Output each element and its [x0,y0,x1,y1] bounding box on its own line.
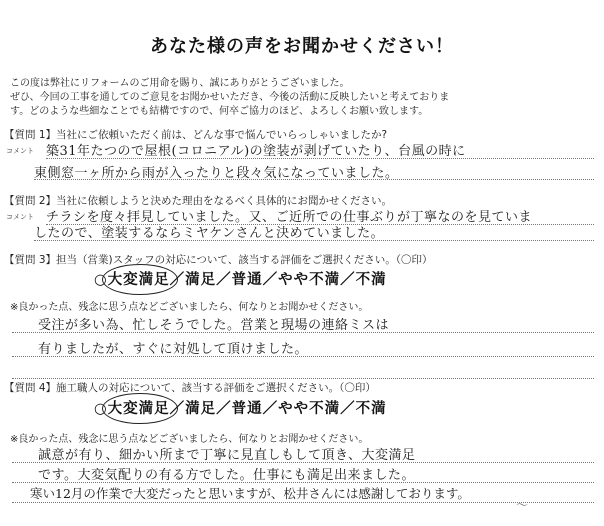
hint-4: ※良かった点、残念に思う点などございましたら、何なりとお聞かせください。 [10,434,369,445]
rating-4-option-2[interactable]: 満足 [185,401,217,417]
question-1: 【質問 1】当社にご依頼いただく前は、どんな事で悩んでいらっしゃいましたか? [4,129,388,141]
rating-4-prefix: ○ [94,401,108,417]
answer-2-line-2: したので、塗装するならミヤケンさんと決めていました。 [34,226,385,241]
intro-line-1: この度は弊社にリフォームのご用命を賜り、誠にありがとうございました。 [10,78,350,89]
answer-1-rule-1 [46,158,594,159]
answer-4-rule-1 [12,462,594,463]
rating-4-option-1[interactable]: 大変満足 [107,401,170,417]
rating-3-option-3[interactable]: 普通 [231,272,263,288]
answer-4-line-1: 誠意が有り、細かい所まで丁寧に見直しもして頂き、大変満足 [38,448,416,463]
rating-4-option-4[interactable]: やや不満 [278,401,341,417]
answer-2-line-1: チラシを度々拝見していました。又、ご近所での仕事ぶりが丁寧なのを見ていま [46,210,533,225]
page-title: あなた様の声をお聞かせください！ [150,36,454,57]
comment-label-2: コメント [6,213,34,221]
question-3: 【質問 3】担当（営業)スタッフの対応について、該当する評価をご選択ください。（〇印） [4,254,433,266]
question-2: 【質問 2】当社に依頼しようと決めた理由をなるべく具体的にお聞かせください。 [4,195,393,207]
answer-2-rule-2 [34,240,594,241]
answer-3-rule-3 [12,378,594,379]
answer-4-line-2: です。大変気配りの有る方でした。仕事にも満足出来ました。 [38,468,415,483]
answer-4-rule-3 [12,502,594,503]
answer-1-line-1: 築31年たつので屋根(コロニアル)の塗装が剥げていたり、台風の時に [46,144,466,159]
rating-3-option-2[interactable]: 満足 [185,272,217,288]
answer-3-line-2: 有りましたが、すぐに対処して頂けました。 [38,342,309,357]
hint-3: ※良かった点、残念に思う点などございましたら、何なりとお聞かせください。 [10,302,369,313]
rating-3-option-5[interactable]: 不満 [355,272,387,288]
rating-4-option-5[interactable]: 不満 [355,401,387,417]
intro-line-3: す。どのような些細なことでも結構ですので、何卒ご協力のほど、よろしくお願い致します。 [10,106,429,117]
answer-4-rule-2 [12,482,594,483]
answer-1-line-2: 東側窓一ヶ所から雨が入ったりと段々気になっていました。 [34,166,399,181]
answer-1-rule-2 [34,179,594,180]
answer-3-rule-2 [12,356,594,357]
comment-label-1: コメント [6,147,34,155]
question-4: 【質問 4】施工職人の対応について、該当する評価をご選択ください。（〇印） [4,382,376,394]
rating-3-option-1[interactable]: 大変満足 [107,272,170,288]
selected-rating-circle-3 [102,264,178,295]
rating-row-4: ○大変満足／満足／普通／やや不満／不満 [94,397,387,418]
corner-pencil-mark: 〜 [516,498,529,512]
answer-3-line-1: 受注が多い為、忙しそうでした。営業と現場の連絡ミスは [38,318,390,333]
rating-4-option-3[interactable]: 普通 [231,401,263,417]
rating-row-3: ○大変満足／満足／普通／やや不満／不満 [94,268,387,289]
intro-line-2: ぜひ、今回の工事を通してのご意見をお聞かせいただき、今後の活動に反映したいと考えておりま [10,92,450,103]
answer-3-rule-1 [12,332,594,333]
rating-3-prefix: ○ [94,272,108,288]
selected-rating-circle-4 [102,393,178,424]
answer-4-line-3: 寒い12月の作業で大変だったと思いますが、松井さんには感謝しております。 [30,486,470,501]
rating-3-option-4[interactable]: やや不満 [278,272,341,288]
